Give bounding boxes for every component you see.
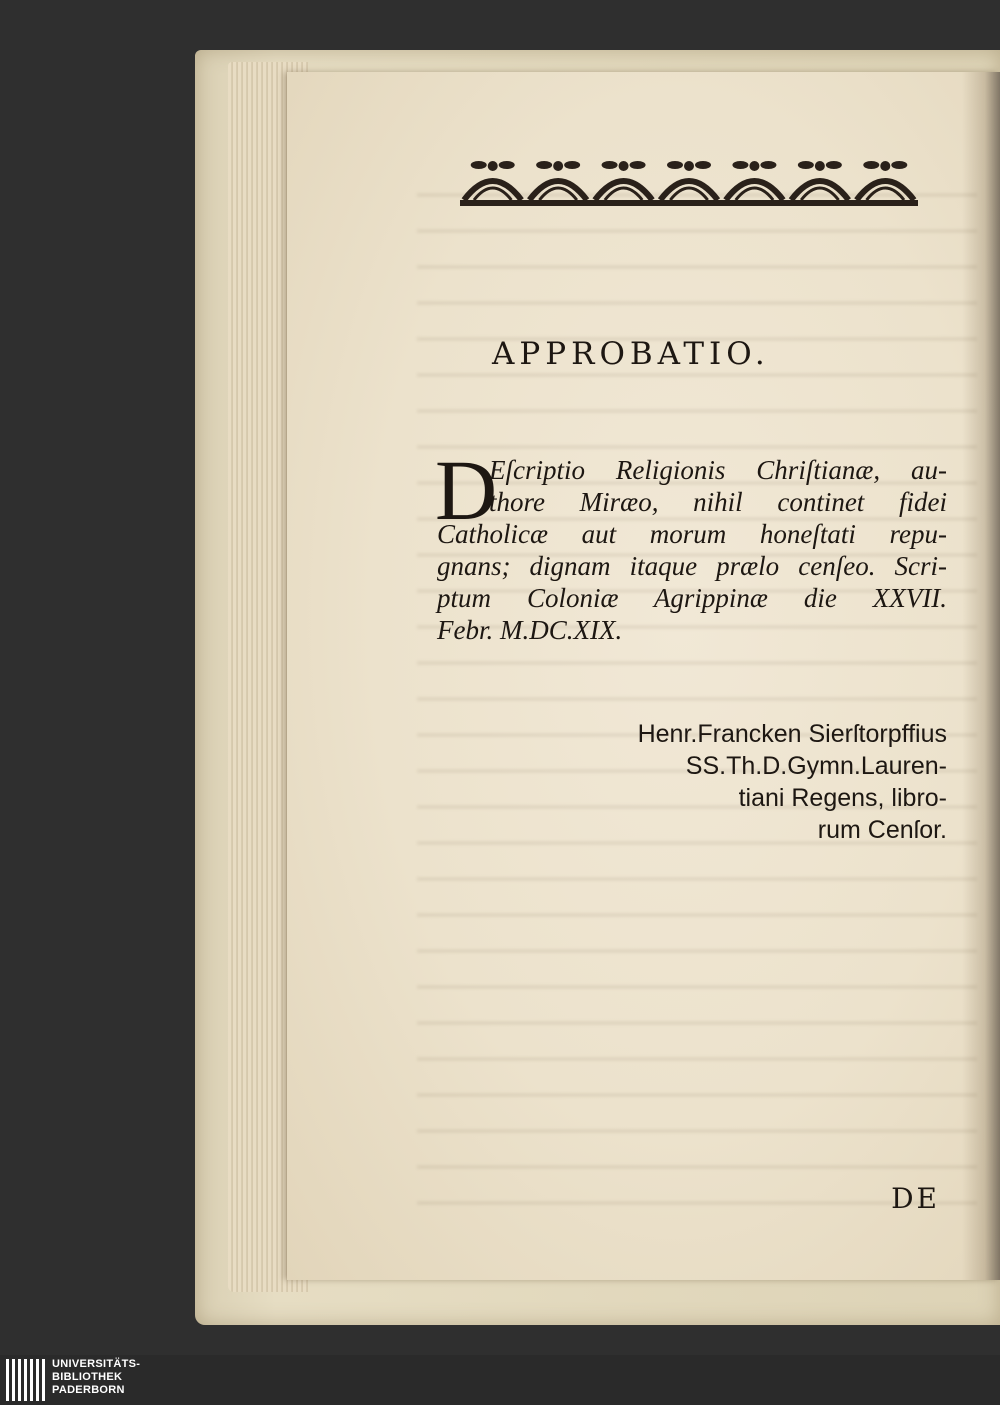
ornament-inner-arch bbox=[474, 188, 511, 200]
ornament-leaf bbox=[826, 161, 842, 169]
ornament-leaf bbox=[602, 161, 618, 169]
ornament-scroll bbox=[684, 161, 694, 171]
ornament-leaf bbox=[863, 161, 879, 169]
signature-line: SS.Th.D.Gymn.Lauren- bbox=[685, 752, 947, 780]
ornament-arch bbox=[595, 181, 652, 200]
ornament-headpiece bbox=[460, 156, 918, 208]
text-line: Febr. M.DC.XIX. bbox=[437, 615, 623, 645]
ornament-inner-arch bbox=[801, 188, 838, 200]
library-name-line: PADERBORN bbox=[52, 1384, 125, 1396]
ornament-arch bbox=[660, 181, 717, 200]
ornament-scroll bbox=[749, 161, 759, 171]
library-name-line: UNIVERSITÄTS- bbox=[52, 1358, 141, 1370]
ornament-leaf bbox=[695, 161, 711, 169]
text-line: gnans; dignam itaque prælo cenſeo. Scri- bbox=[437, 551, 947, 581]
ornament-scroll bbox=[553, 161, 563, 171]
show-through bbox=[417, 167, 977, 1227]
ornament-scroll bbox=[619, 161, 629, 171]
catchword: DE bbox=[891, 1182, 940, 1215]
ornament-leaf bbox=[760, 161, 776, 169]
ornament-inner-arch bbox=[670, 188, 707, 200]
ornament-arch bbox=[464, 181, 521, 200]
text-line: Eſcriptio Religionis Chriſtianæ, au- bbox=[489, 455, 947, 485]
ornament-scroll bbox=[880, 161, 890, 171]
text-line: ptum Coloniæ Agrippinæ die XXVII. bbox=[437, 583, 947, 613]
drop-cap: D bbox=[435, 442, 498, 538]
ornament-leaf bbox=[536, 161, 552, 169]
ornament-leaf bbox=[630, 161, 646, 169]
ornament-leaf bbox=[471, 161, 487, 169]
footer-bar bbox=[0, 1355, 1000, 1405]
ornament-inner-arch bbox=[539, 188, 576, 200]
signature-line: tiani Regens, libro- bbox=[738, 784, 947, 812]
ornament-arch bbox=[529, 181, 586, 200]
ornament-leaf bbox=[732, 161, 748, 169]
text-line: Catholicæ aut morum honeſtati repu- bbox=[437, 519, 947, 549]
book-page bbox=[287, 72, 1000, 1280]
approbation-text bbox=[435, 442, 947, 646]
ornament-arch bbox=[791, 181, 848, 200]
library-name-line: BIBLIOTHEK bbox=[52, 1371, 123, 1383]
ornament-leaf bbox=[667, 161, 683, 169]
signature-line: rum Cenſor. bbox=[817, 816, 947, 844]
ornament-inner-arch bbox=[867, 188, 904, 200]
ornament-scroll bbox=[488, 161, 498, 171]
ornament-inner-arch bbox=[605, 188, 642, 200]
ornament-arch bbox=[726, 181, 783, 200]
ornament-leaf bbox=[891, 161, 907, 169]
signature-line: Henr.Francken Sierſtorpffius bbox=[637, 720, 947, 748]
censor-signature bbox=[527, 718, 947, 846]
ornament-scroll bbox=[815, 161, 825, 171]
gutter-shadow bbox=[962, 72, 1000, 1280]
ornament-leaf bbox=[564, 161, 580, 169]
ornament-leaf bbox=[499, 161, 515, 169]
ornament-base-rule bbox=[460, 200, 918, 206]
library-name bbox=[52, 1358, 140, 1397]
ornament-arch bbox=[857, 181, 914, 200]
library-barcode-logo-icon bbox=[6, 1359, 46, 1401]
page-title: APPROBATIO. bbox=[492, 336, 770, 372]
ornament-inner-arch bbox=[736, 188, 773, 200]
ornament-leaf bbox=[798, 161, 814, 169]
text-line: thore Miræo, nihil continet fidei bbox=[489, 487, 947, 517]
